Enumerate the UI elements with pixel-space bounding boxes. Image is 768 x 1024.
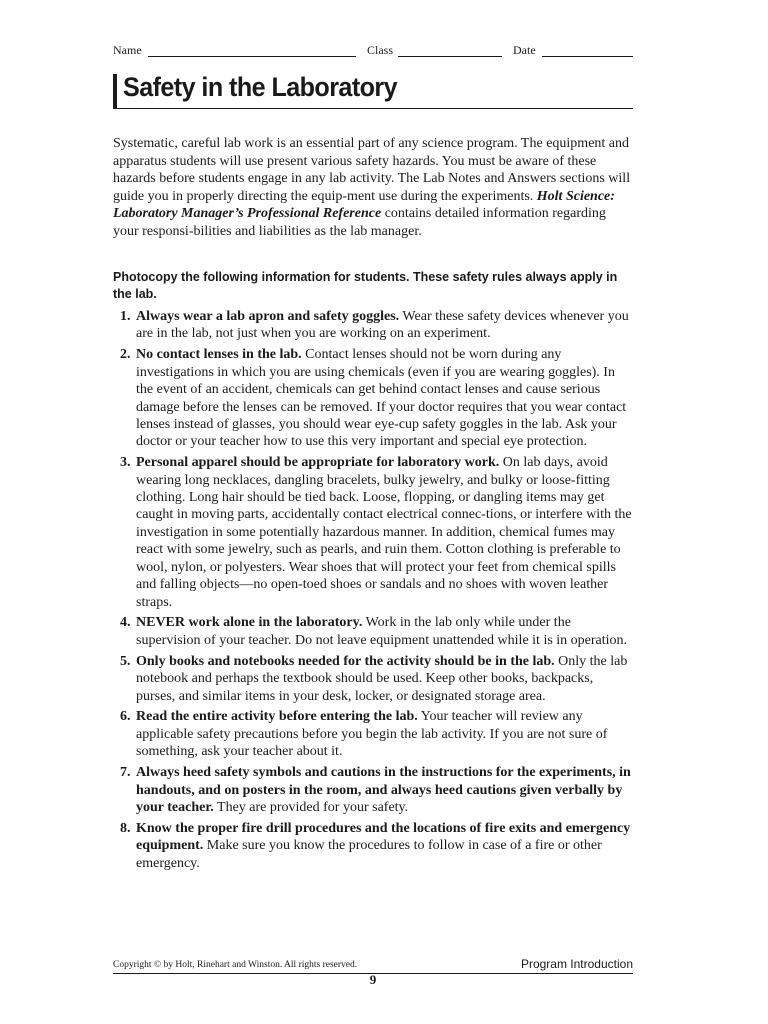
title-accent-bar [113,74,117,108]
intro-paragraph [113,135,633,240]
rule-heading: Personal apparel should be appropriate for laboratory work. [136,455,500,471]
intro-text-end: contains detailed information regarding your responsi-bilities and liabilities as the lab manager. [113,206,606,239]
rule-heading: No contact lenses in the lab. [136,347,302,363]
safety-rules-list [113,308,633,876]
rule-item [113,820,633,872]
rule-heading: Know the proper fire drill procedures and the locations of fire exits and emergency equipment. [136,820,631,854]
rule-item [113,346,633,450]
rule-number: 5. [120,653,131,669]
name-label: Name [113,43,142,57]
copyright-notice: Copyright © by Holt, Rinehart and Winston. All rights reserved. [113,960,358,970]
rule-item [113,653,633,705]
rule-number: 4. [120,615,131,631]
date-line [542,56,633,57]
rule-number: 3. [120,455,131,471]
rule-item [113,614,633,649]
rule-number: 1. [120,309,131,324]
rule-heading: Only books and notebooks needed for the activity should be in the lab. [136,653,555,669]
rule-body: Wear these safety devices whenever you are in the lab, not just when you are working on an experiment. [136,309,629,342]
rule-heading: Read the entire activity before entering the lab. [136,709,418,725]
rule-item [113,764,633,816]
rule-item [113,708,633,760]
rule-number: 8. [120,820,131,836]
intro-text-start: Systematic, careful lab work is an essential part of any science program. The equipment and apparatus students will use present various safety hazards. You must be aware of these hazards before students engage in any lab activity. The Lab Notes and Answers sections will guide you in properly directing the equip-ment use during the experiments. [113,136,631,204]
section-name: Program Introduction [520,957,633,971]
rule-heading: Always heed safety symbols and cautions in the instructions for the experiments, in handouts, and on posters in the room, and always heed cautions given verbally by your teacher. [136,765,631,815]
rule-body: Only the lab notebook and perhaps the textbook should be used. Keep other books, backpacks, purses, and similar items in your desk, locker, or designated storage area. [136,653,628,704]
class-line [398,56,502,57]
page-number: 9 [369,972,377,987]
class-label: Class [367,43,394,57]
rule-body: On lab days, avoid wearing long necklaces, dangling bracelets, bulky jewelry, and bulky or loose-fitting clothing. Long hair should be tied back. Loose, flopping, or dangling items may get caught in moving parts, accidentally contact electrical connec-tions, or interfere with the investigation in some potentially hazardous manner. In addition, chemical fumes may react with some jewelry, such as pearls, and ruin them. Cotton clothing is preferable to wool, nylon, or polyesters. Wear shoes that will protect your feet from chemical spills and falling objects—no open-toed shoes or sandals and no shoes with woven leather straps. [136,455,632,610]
rule-body: Make sure you know the procedures to follow in case of a fire or other emergency. [136,838,602,871]
photocopy-instruction: Photocopy the following information for students. These safety rules always apply in the lab. [113,270,618,301]
rule-body: Your teacher will review any applicable safety precautions before you begin the lab activity. If you are not sure of something, ask your teacher about it. [136,709,608,760]
title-block [113,72,633,109]
rule-item [113,454,633,611]
rule-number: 6. [120,709,131,725]
rule-body: Work in the lab only while under the supervision of your teacher. Do not leave equipment unattended while it is in operation. [136,615,628,648]
name-line [148,56,356,57]
rule-number: 7. [120,765,131,781]
worksheet-page [113,0,633,1024]
rule-body: Contact lenses should not be worn during any investigations in which you are using chemicals (even if you are wearing goggles). In the event of an accident, chemicals can get behind contact lenses and cause serious damage before the lenses can be removed. If your doctor requires that you wear contact lenses instead of glasses, you should wear eye-cup safety goggles in the lab. Ask your doctor or your teacher how to use this very important and special eye protection. [136,347,627,450]
date-label: Date [513,43,536,57]
rule-number: 2. [120,347,131,363]
rule-item [113,308,633,343]
student-info-header [113,43,633,59]
rule-heading: Always wear a lab apron and safety goggles. [136,309,400,324]
rule-heading: NEVER work alone in the laboratory. [136,615,363,631]
page-title: Safety in the Laboratory [123,72,398,102]
reference-title: Holt Science: Laboratory Manager’s Professional Reference [113,188,615,221]
rule-body: They are provided for your safety. [213,799,409,815]
